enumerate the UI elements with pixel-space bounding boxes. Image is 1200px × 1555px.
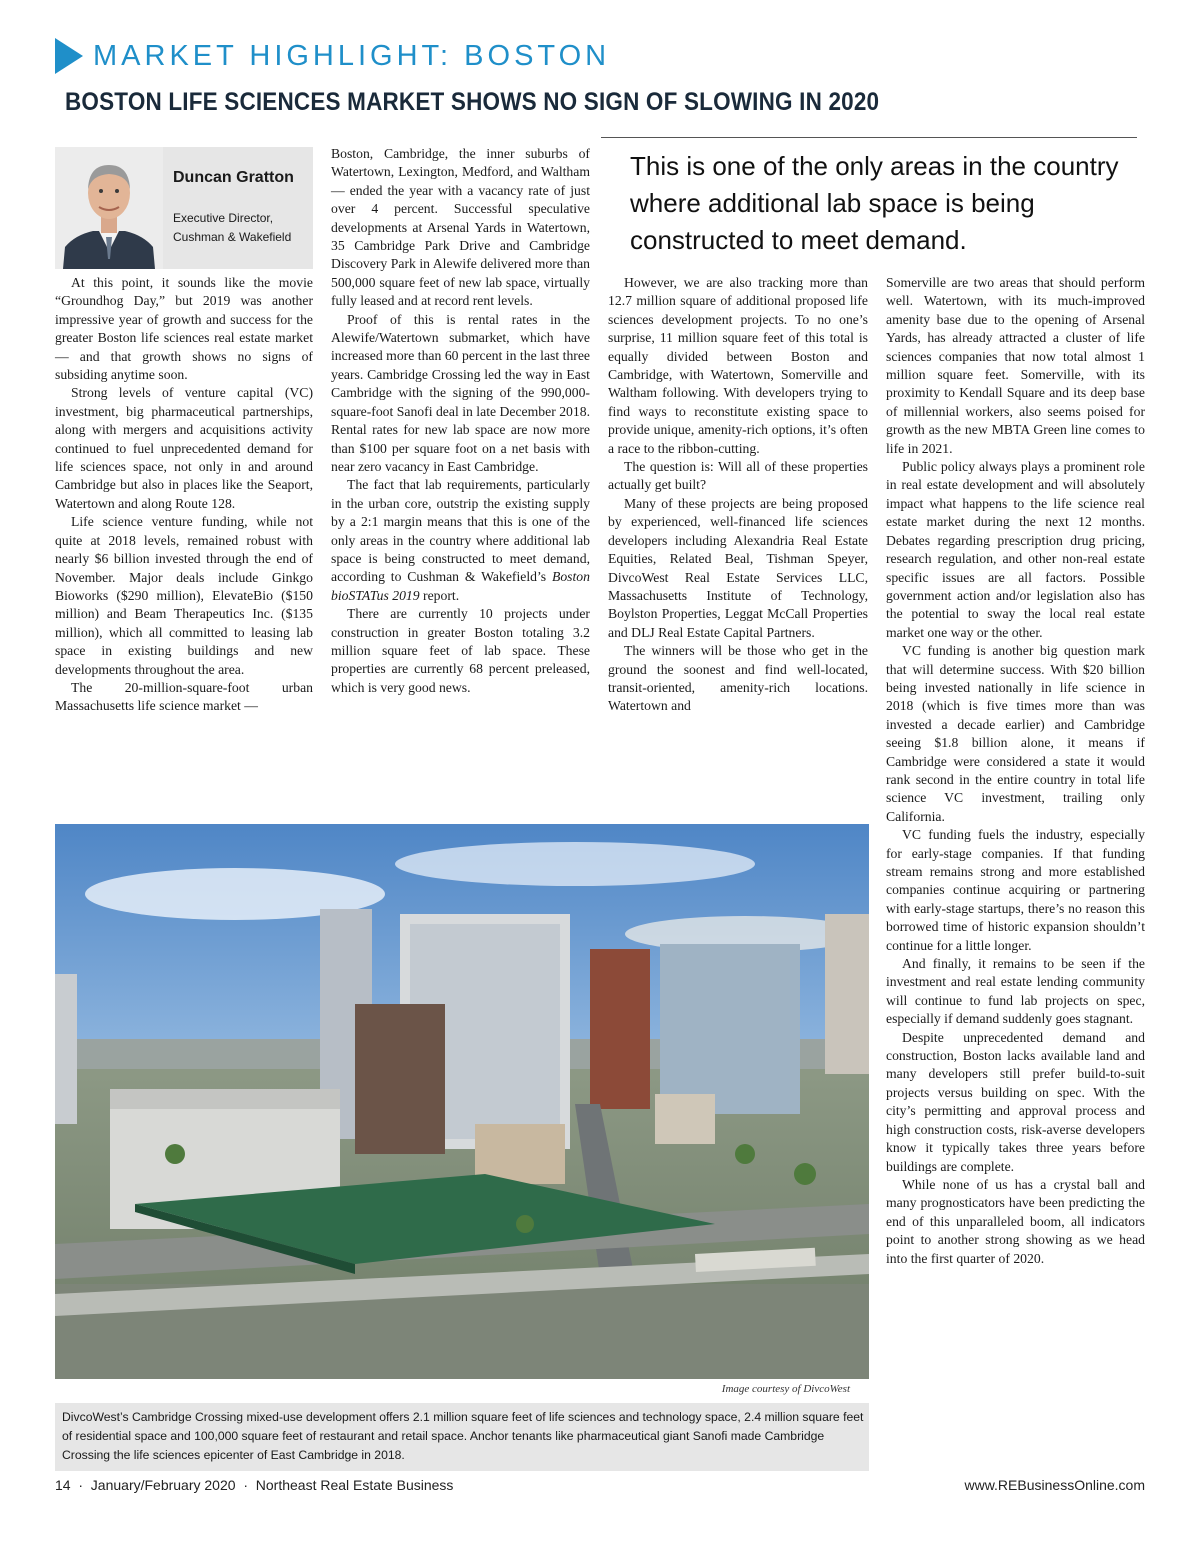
article-column-3 xyxy=(608,274,868,716)
paragraph: The winners will be those who get in the ground the soonest and find well-located, transit-oriented, amenity-rich locations. Watertown and xyxy=(608,643,868,714)
section-label: MARKET HIGHLIGHT: BOSTON xyxy=(93,40,611,72)
paragraph-text: report. xyxy=(423,587,460,603)
author-title: Executive Director, xyxy=(173,211,274,225)
paragraph: The 20-million-square-foot urban Massachusetts life science market — xyxy=(55,679,313,714)
paragraph: Public policy always plays a prominent role in real estate development and will absolutely impact what happens to the life science real estate market during the next 12 months. Debates regarding prescription drug pricing, research regulation, and other non-real estate specific issues are all factors. Possible government action and/or legislation also has the potential to sway the local real estate market one way or the other. xyxy=(886,459,1145,640)
development-aerial-image xyxy=(55,824,869,1379)
paragraph: Many of these projects are being proposed by experienced, well-financed life sciences developers including Alexandria Real Estate Equities, Related Beal, Tishman Speyer, DivcoWest Real Estate Services LLC, Massachusetts Institute of Technology, Boylston Properties, Leggat McCall Properties and DLJ Real Estate Capital Partners. xyxy=(608,495,868,640)
report-title: Boston bioSTATus 2019 xyxy=(331,569,590,603)
paragraph: Somerville are two areas that should perform well. Watertown, with its much-improved amenity base due to the opening of Arsenal Yards, has already attracted a cluster of life sciences companies that now total almost 1 million square feet. Somerville, with its proximity to Kendall Square and its deep base of millennial workers, also seems poised for growth as the new MBTA Green line comes to life in 2021. xyxy=(886,275,1145,456)
author-photo xyxy=(55,147,163,269)
article-column-1 xyxy=(55,274,313,716)
paragraph xyxy=(331,476,590,605)
caption-box xyxy=(55,1403,869,1471)
paragraph: At this point, it sounds like the movie “Groundhog Day,” but 2019 was another impressive year of growth and success for the greater Boston life sciences real estate market — and that growth shows no signs of subsiding anytime soon. xyxy=(55,275,313,383)
author-box xyxy=(55,147,313,269)
paragraph: VC funding fuels the industry, especially for early-stage companies. If that funding stream remains strong and more established companies continue acquiring or partnering with early-stage startups, there’s no reason this borrowed time of historic expansion shouldn’t continue for a little longer. xyxy=(886,827,1145,953)
paragraph: And finally, it remains to be seen if the investment and real estate lending community will continue to fund lab projects on spec, especially if demand suddenly goes stagnant. xyxy=(886,956,1145,1027)
section-marker-icon xyxy=(55,38,83,74)
author-name: Duncan Gratton xyxy=(173,169,294,186)
footer-page-info: 14 · January/February 2020 · Northeast Real Estate Business xyxy=(55,1477,454,1493)
paragraph: While none of us has a crystal ball and many prognosticators have been predicting the end of this unparalleled boom, all indicators point to another strong showing as we head into the first quarter of 2020. xyxy=(886,1176,1145,1266)
paragraph: The question is: Will all of these properties actually get built? xyxy=(608,459,868,493)
pull-quote-rule xyxy=(601,137,1137,138)
paragraph-text: The fact that lab requirements, particularly in the urban core, outstrip the existing supply by a 2:1 margin means that this is one of the only areas in the country where additional lab space is being constructed to meet demand, according to Cushman & Wakefield’s xyxy=(331,477,590,585)
paragraph: There are currently 10 projects under construction in greater Boston totaling 3.2 million square feet of lab space. These properties are currently 68 percent preleased, which is very good news. xyxy=(331,606,590,695)
paragraph: Proof of this is rental rates in the Alewife/Watertown submarket, which have increased more than 60 percent in the last three years. Cambridge Crossing led the way in East Cambridge with the signing of the 990,000-square-foot Sanofi deal in late December 2018. Rental rates for new lab space are now more than $100 per square foot on a net basis with near zero vacancy in East Cambridge. xyxy=(331,311,590,474)
article-column-2 xyxy=(331,145,590,697)
article-column-4 xyxy=(886,274,1145,1268)
pull-quote: This is one of the only areas in the country where additional lab space is being constructed to meet demand. xyxy=(630,151,1119,255)
paragraph: Boston, Cambridge, the inner suburbs of Watertown, Lexington, Medford, and Waltham — ended the year with a vacancy rate of just over 4 percent. Successful speculative developments at Arsenal Yards in Watertown, 35 Cambridge Park Drive and Cambridge Discovery Park in Alewife delivered more than 500,000 square feet of new lab space, virtually fully leased and at record rent levels. xyxy=(331,146,590,309)
paragraph: Strong levels of venture capital (VC) investment, big pharmaceutical partnerships, along with mergers and acquisitions activity continued to fuel unprecedented demand for life sciences space, not only in and around Cambridge but also in places like the Seaport, Watertown and along Route 128. xyxy=(55,385,313,511)
paragraph: Despite unprecedented demand and construction, Boston lacks available land and many developers still prefer build-to-suit projects versus building on spec. With the city’s permitting and approval process and high construction costs, risk-averse developers know it typically takes three years before buildings are complete. xyxy=(886,1029,1145,1174)
author-role xyxy=(173,209,313,247)
image-caption: DivcoWest’s Cambridge Crossing mixed-use development offers 2.1 million square feet of life sciences and technology space, 2.4 million square feet of residential space and 100,000 square feet of restaurant and retail space. Anchor tenants like pharmaceutical giant Sanofi made Cambridge Crossing the life sciences epicenter of East Cambridge in 2018. xyxy=(62,1410,864,1462)
paragraph: However, we are also tracking more than 12.7 million square of additional proposed life sciences development projects. To no one’s surprise, 11 million square feet of this total is equally divided between Boston and Cambridge, with Watertown, Somerville and Waltham following. With developers trying to find ways to reconstitute existing space to provide unique, amenity-rich options, it’s often a race to the ribbon-cutting. xyxy=(608,275,868,456)
headline: BOSTON LIFE SCIENCES MARKET SHOWS NO SIGN OF SLOWING IN 2020 xyxy=(65,88,880,116)
paragraph: VC funding is another big question mark that will determine success. With $20 billion being invested nationally in life science in 2018 (which is five times more than was invested a decade earlier) and Cambridge seeing $1.8 billion alone, it means if Cambridge were considered a state it would rank second in the entire country in total life science VC investment, trailing only California. xyxy=(886,643,1145,824)
author-company: Cushman & Wakefield xyxy=(173,230,292,244)
paragraph: Life science venture funding, while not quite at 2018 levels, remained robust with nearly $6 billion invested through the end of November. Major deals include Ginkgo Bioworks ($290 million), ElevateBio ($150 million) and Beam Therapeutics Inc. ($135 million), which all committed to leasing lab space in existing buildings and new developments throughout the area. xyxy=(55,514,313,677)
image-credit: Image courtesy of DivcoWest xyxy=(721,1383,850,1395)
footer-website: www.REBusinessOnline.com xyxy=(964,1477,1145,1493)
